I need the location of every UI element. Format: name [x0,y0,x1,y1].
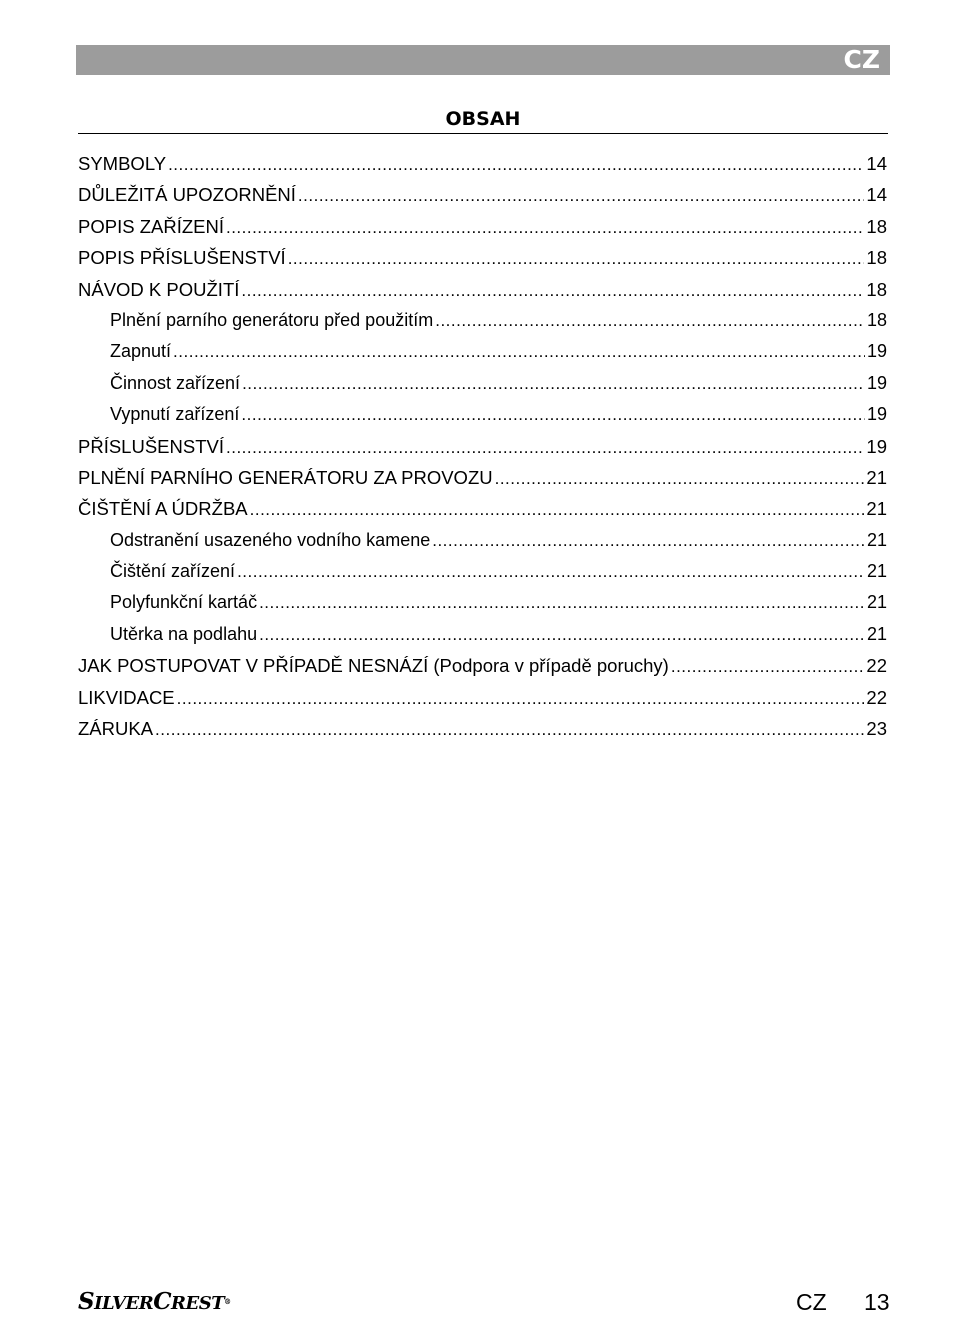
toc-entry-page: 21 [866,466,887,488]
toc-entry-label: Činnost zařízení [110,372,241,393]
toc-entry[interactable] [78,682,887,713]
toc-subentry[interactable] [78,619,887,650]
toc-entry-label: PLNĚNÍ PARNÍHO GENERÁTORU ZA PROVOZU [78,466,493,488]
toc-dot-leader [168,149,864,180]
toc-dot-leader [288,243,865,274]
toc-subentry[interactable] [78,556,887,587]
toc-entry-label: POPIS ZAŘÍZENÍ [78,215,224,237]
toc-dot-leader [671,651,865,682]
toc-entry-page: 18 [866,309,887,330]
toc-entry-label: NÁVOD K POUŽITÍ [78,278,240,300]
toc-entry[interactable] [78,431,887,462]
toc-entry[interactable] [78,242,887,273]
toc-entry-label: ZÁRUKA [78,718,154,740]
toc-entry[interactable] [78,211,887,242]
toc-dot-leader [177,683,865,714]
toc-entry-page: 19 [866,372,887,393]
toc-entry[interactable] [78,493,887,524]
toc-entry-page: 14 [866,184,887,206]
toc-subentry[interactable] [78,399,887,430]
toc-entry-page: 21 [866,592,887,613]
toc-dot-leader [435,305,865,336]
toc-entry-label: DŮLEŽITÁ UPOZORNĚNÍ [78,184,296,206]
toc-dot-leader [241,275,864,306]
toc-dot-leader [432,525,865,556]
toc-dot-leader [495,463,865,494]
toc-entry-label: POPIS PŘÍSLUŠENSTVÍ [78,247,286,269]
toc-entry-page: 22 [866,655,887,677]
toc-dot-leader [226,432,864,463]
silvercrest-logo: SILVERCREST® [78,1288,231,1315]
toc-entry-page: 21 [866,498,887,520]
table-of-contents [78,148,887,744]
title-divider [78,133,888,134]
toc-entry-page: 18 [866,215,887,237]
toc-entry-label: LIKVIDACE [78,686,175,708]
toc-entry-label: JAK POSTUPOVAT V PŘÍPADĚ NESNÁZÍ (Podpora v případě poruchy) [78,655,669,677]
toc-entry-label: Vypnutí zařízení [110,404,240,425]
toc-dot-leader [242,368,865,399]
header-bar [76,45,890,75]
toc-entry[interactable] [78,650,887,681]
toc-subentry[interactable] [78,336,887,367]
page-number: 13 [864,1289,890,1315]
toc-dot-leader [155,714,864,745]
toc-entry-page: 14 [866,153,887,174]
toc-entry-page: 19 [866,404,887,425]
toc-entry-label: ČIŠTĚNÍ A ÚDRŽBA [78,498,248,520]
toc-entry-page: 19 [866,435,887,457]
toc-dot-leader [237,556,865,587]
toc-entry-label: SYMBOLY [78,153,167,174]
toc-entry-page: 21 [866,529,887,550]
toc-entry-page: 21 [866,561,887,582]
toc-entry-page: 22 [866,686,887,708]
toc-dot-leader [241,399,865,430]
toc-entry-page: 19 [866,341,887,362]
toc-entry-label: Odstranění usazeného vodního kamene [110,529,431,550]
toc-dot-leader [226,212,864,243]
toc-title: OBSAH [445,108,521,130]
toc-entry-label: Plnění parního generátoru před použitím [110,309,434,330]
toc-dot-leader [259,587,865,618]
toc-entry-page: 18 [866,278,887,300]
toc-dot-leader [250,494,865,525]
toc-entry[interactable] [78,148,887,179]
toc-entry-label: Polyfunkční kartáč [110,592,258,613]
toc-entry-label: Čištění zařízení [110,561,236,582]
toc-subentry[interactable] [78,305,887,336]
toc-subentry[interactable] [78,587,887,618]
header-language: CZ [843,45,880,74]
toc-entry[interactable] [78,462,887,493]
footer-language: CZ [796,1289,827,1315]
toc-dot-leader [173,336,865,367]
toc-subentry[interactable] [78,525,887,556]
toc-entry[interactable] [78,274,887,305]
toc-dot-leader [298,180,865,211]
toc-entry-page: 18 [866,247,887,269]
toc-entry[interactable] [78,179,887,210]
toc-dot-leader [259,619,865,650]
toc-entry-page: 21 [866,623,887,644]
toc-subentry[interactable] [78,368,887,399]
toc-entry-label: Zapnutí [110,341,172,362]
toc-entry[interactable] [78,713,887,744]
toc-entry-label: Utěrka na podlahu [110,623,258,644]
toc-entry-label: PŘÍSLUŠENSTVÍ [78,435,224,457]
toc-entry-page: 23 [866,718,887,740]
